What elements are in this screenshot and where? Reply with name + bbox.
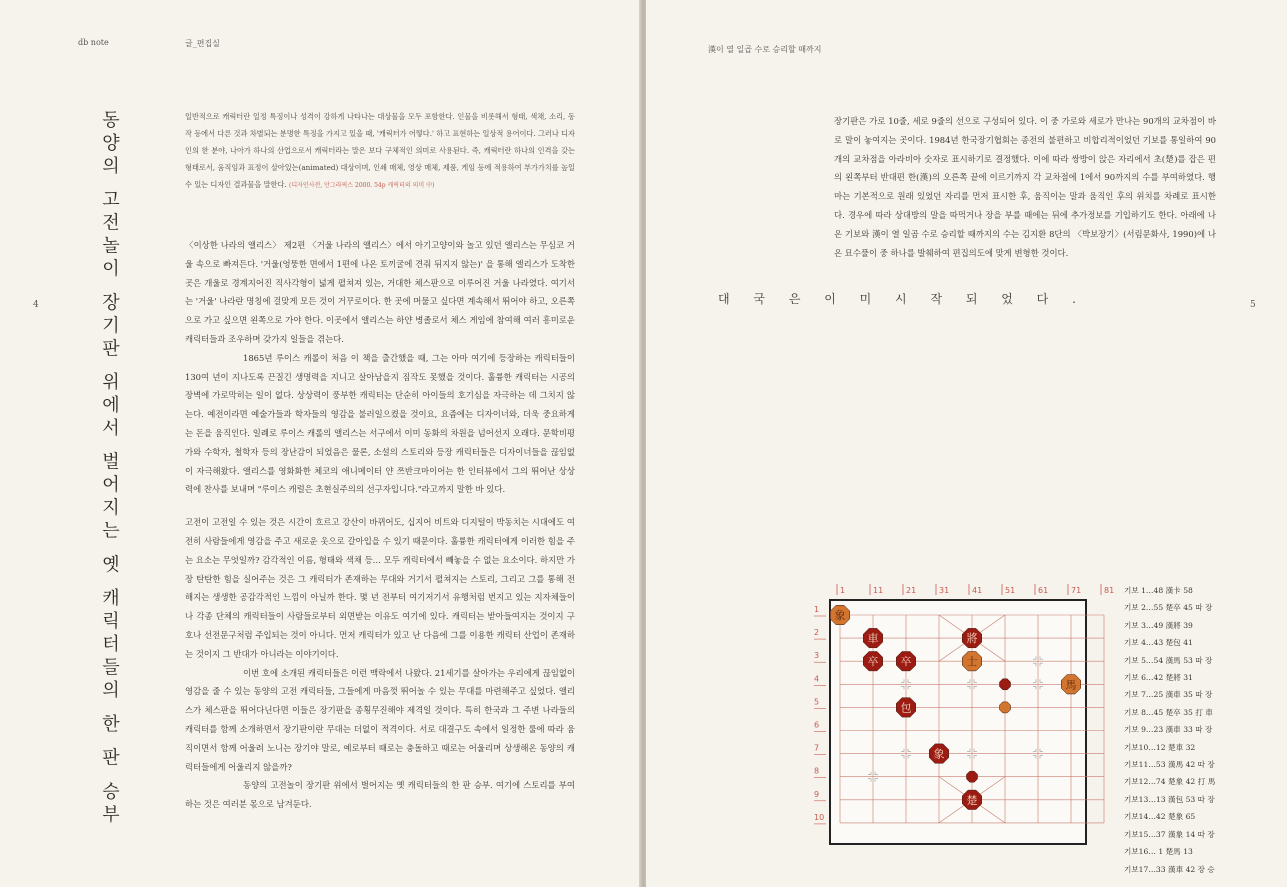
move-entry: 기보14…42 楚象 65 (1124, 812, 1196, 822)
piece-glyph: 將 (966, 632, 978, 646)
move-entry: 기보 5…54 漢馬 53 따 장 (1124, 655, 1213, 665)
piece-glyph: 馬 (1065, 678, 1077, 692)
paragraph-5: 동양의 고전놀이 장기판 위에서 벌어지는 옛 캐릭터들의 한 판 승부. 여기에 스토리를 부여하는 것은 여러분 몫으로 남겨둔다. (185, 780, 575, 810)
row-label: 4 (814, 674, 820, 684)
intro-definition (185, 108, 575, 194)
piece-glyph: 象 (834, 609, 846, 622)
move-entry: 기보17…33 漢車 42 장 승 (1124, 864, 1215, 874)
han-piece (1000, 702, 1011, 713)
paragraph-4: 이번 호에 소개된 캐릭터들은 이런 맥락에서 나왔다. 21세기를 살아가는 우리에게 끊임없이 영감을 줄 수 있는 동양의 고전 캐릭터들, 그들에게 마음껏 뛰어놀 수 있는 무대를 마련해주고 싶었다. 앨리스가 체스판을 뛰어다닌다면 이들은 장기판을 종횡무진해야 제격일 것이다. 특히 한국과 그 주변 나라들의 캐릭터를 함께 소개하면서 장기판이란 무대는 더없이 적격이다. 서로 대결구도 속에서 일정한 룰에 따라 움직이면서 함께 어울려 노니는 장기야 말로, 예로부터 때로는 충돌하고 때로는 어울리며 상생해온 동양의 캐릭터들에게 어울리지 않을까? (185, 667, 575, 772)
column-label: 61 (1038, 586, 1049, 595)
quote-line: 대 국 은 이 미 시 작 되 었 다 . (718, 292, 1086, 306)
paragraph-3: 고전이 고전일 수 있는 것은 시간이 흐르고 강산이 바뀌어도, 십지어 비트와 디지털이 박동치는 시대에도 여전히 사람들에게 영감을 주고 새로운 옷으로 갈아입을 수 있기 때문이다. 훌륭한 캐릭터에게 이러한 힘을 주는 요소는 무엇일까? 감각적인 이름, 형태와 색채 등… 모두 캐릭터에서 빼놓을 수 없는 요소이다. 하지만 가장 탄탄한 힘을 실어주는 것은 그 캐릭터가 존재하는 무대와 거기서 펼쳐지는 스토리, 그리고 그를 통해 전해지는 생생한 공감각적인 느낌이 아닐까 한다. 몇 년 전부터 여기저기서 유행처럼 번지고 있는 지자체들이나 각종 단체의 캐릭터들이 사람들로부터 외면받는 이유도 여기에 있다. 캐릭터는 받아들여지는 것이지 구호나 선전문구처럼 주입되는 것이 아니다. 먼저 캐릭터가 있고 난 다음에 그를 이용한 캐릭터 산업이 존재하는 것이지 그 반대가 아니라는 이야기이다. (185, 517, 575, 659)
header-author: 글_편집실 (185, 39, 220, 48)
move-entry: 기보 6…42 楚將 31 (1124, 673, 1193, 683)
janggi-board (814, 582, 1115, 848)
header-chapter-title: 漢이 열 일곱 수로 승리할 때까지 (708, 45, 822, 54)
row-label: 8 (814, 766, 820, 776)
move-entry: 기보11…53 漢馬 42 따 장 (1124, 760, 1215, 770)
move-entry: 기보 1…48 漢卡 58 (1124, 586, 1193, 595)
piece-glyph: 士 (966, 655, 978, 669)
page-number-right: 5 (1250, 300, 1256, 310)
piece-glyph: 楚 (966, 793, 978, 807)
intro-text: 일반적으로 캐릭터란 일정 특징이나 성격이 강하게 나타나는 대상물을 모두 포함한다. 인물을 비롯해서 형태, 색채, 소리, 동작 등에서 다른 것과 차별되는 분명한 특징을 가지고 있을 때, '캐릭터가 어떻다.' 하고 표현하는 일상적 용어이다. 그러나 디자인의 한 분야, 나아가 하나의 산업으로서 캐릭터라는 말은 보다 구체적인 의미로 사용된다. 즉, 캐릭터란 하나의 인격을 갖는 형태로서, 움직임과 표정이 살아있는(animated) 대상이며, 인쇄 매체, 영상 매체, 제품, 게임 등에 적용하여 부가가치를 높일 수 있는 디자인 결과물을 말한다. (185, 112, 575, 189)
move-entry: 기보 8…45 楚卒 35 打 車 (1124, 707, 1213, 717)
piece-glyph: 象 (933, 747, 945, 761)
move-entry: 기보16… 1 楚馬 13 (1124, 847, 1193, 857)
piece-glyph: 車 (867, 632, 879, 646)
cho-piece (1000, 679, 1011, 690)
piece-glyph: 卒 (867, 655, 879, 669)
vertical-title: 동양의 고전놀이 장기판 위에서 벌어지는 옛 캐릭터들의 한 판 승부 (99, 110, 120, 828)
article-body (185, 236, 575, 814)
column-label: 41 (972, 586, 983, 595)
row-label: 2 (814, 628, 820, 638)
column-label: 31 (939, 586, 950, 595)
row-label: 5 (814, 697, 820, 707)
board-paragraph: 장기판은 가로 10줄, 세로 9줄의 선으로 구성되어 있다. 이 중 가로와 세로가 만나는 90개의 교차점이 바로 말이 놓여지는 곳이다. 1984년 한국장기협회는 종전의 불편하고 비합리적이었던 기보를 통일하여 90개의 교차점을 아라비아 숫자로 표시하기로 결정했다. 이에 따라 쌍방이 앉은 자리에서 초(楚)를 잡은 편의 왼쪽부터 반대편 한(漢)의 오른쪽 끝에 이르기까지 각 교차점에 1에서 90까지의 수를 부여하였다. 행마는 기본적으로 원래 있었던 자리를 먼저 표시한 후, 움직이는 말과 움직인 후의 위치를 차례로 표시한다. 경우에 따라 상대방의 말을 따먹거나 장을 부를 때에는 뒤에 추가정보를 기입하기도 한다. 아래에 나온 기보와 漢이 열 일곱 수로 승리할 때까지의 수는 김지환 8단의 〈박보장기〉(서림문화사, 1990)에 나온 묘수풀이 중 하나를 발췌하여 편집의도에 맞게 변형한 것이다. (834, 116, 1216, 258)
paragraph-1: 〈이상한 나라의 앨리스〉 제2편 〈거울 나라의 앨리스〉에서 아기고양이와 놀고 있던 앨리스는 무심코 거울 속으로 빠져든다. '거울(엉뚱한 면에서 1편에 나온 토끼굴에 견줘 뒤지지 않는)' 을 통해 앨리스가 도착한 곳은 개울로 경계지어진 직사각형이 넓게 펼쳐져 있는, 거대한 체스판으로 이루어진 거울 나라였다. 여기서는 '거울' 나라란 명칭에 걸맞게 모든 것이 거꾸로이다. 한 곳에 머물고 싶다면 계속해서 뛰어야 하고, 오른쪽으로 가고 싶으면 왼쪽으로 가야 한다. 이곳에서 앨리스는 하얀 병졸로서 체스 게임에 참여해 여러 흥미로운 캐릭터들과 조우하며 갖가지 일들을 겪는다. (185, 240, 575, 344)
column-label: 81 (1104, 586, 1115, 595)
move-entry: 기보15…37 漢象 14 따 장 (1124, 829, 1215, 839)
header-section-label: db note (78, 38, 109, 47)
row-label: 1 (814, 605, 820, 614)
move-entry: 기보 2…55 楚卒 45 따 장 (1124, 603, 1213, 613)
move-entry: 기보 4…43 楚包 41 (1124, 638, 1193, 648)
row-label: 9 (814, 789, 820, 799)
cho-piece (967, 771, 978, 782)
board-description (834, 112, 1216, 262)
column-label: 21 (906, 586, 917, 595)
left-page (0, 0, 641, 887)
row-label: 3 (814, 651, 820, 661)
intro-source: (디자인사전, 안그라픽스 2000. 54p 캐릭터의 의미 中) (288, 182, 435, 189)
column-label: 11 (873, 586, 884, 595)
move-entry: 기보 3…49 漢將 39 (1124, 620, 1193, 630)
piece-glyph: 卒 (900, 655, 912, 669)
row-label: 10 (814, 812, 825, 822)
move-entry: 기보10…12 楚車 32 (1124, 742, 1196, 752)
row-label: 7 (814, 743, 820, 753)
move-entry: 기보 7…25 漢車 35 따 장 (1124, 690, 1213, 700)
move-entry: 기보 9…23 漢車 33 따 장 (1124, 725, 1213, 735)
row-label: 6 (814, 720, 820, 730)
column-label: 51 (1005, 586, 1016, 595)
move-list (1124, 582, 1274, 878)
piece-glyph: 包 (900, 701, 912, 715)
move-entry: 기보12…74 楚象 42 打 馬 (1124, 777, 1216, 787)
page-number-left: 4 (33, 300, 39, 310)
column-label: 71 (1071, 586, 1082, 595)
paragraph-2: 1865년 루이스 캐롤이 처음 이 책을 출간했을 때, 그는 아마 여기에 등장하는 캐릭터들이 130여 년이 지나도록 끈질긴 생명력을 지니고 살아남을지 짐작도 못했을 것이다. 훌륭한 캐릭터는 시공의 장벽에 가로막히는 일이 없다. 상상력이 풍부한 캐릭터는 단순히 아이들의 호기심을 자극하는 데 그치지 않는다. 예전이라면 예술가들과 학자들의 영감을 불러일으켰을 것이요, 요즘에는 디자이너와, 더욱 중요하게는 돈을 움직인다. 일례로 루이스 캐롤의 앨리스는 서구에서 이미 동화의 차원을 넘어선지 오래다. 문학비평가와 수학자, 철학자 등의 장난감이 되었음은 물론, 소설의 스토리와 등장 캐릭터들은 디자이너들을 끊임없이 자극해왔다. 앨리스를 영화화한 체코의 애니메이터 얀 쯔반크마이어는 한 인터뷰에서 그의 뛰어난 상상력에 찬사를 보내며 "루이스 캐럴은 초현실주의의 선구자입니다."라고까지 말한 바 있다. (185, 352, 575, 495)
column-label: 1 (840, 586, 846, 595)
move-entry: 기보13…13 漢包 53 따 장 (1124, 794, 1215, 804)
right-page (646, 0, 1287, 887)
